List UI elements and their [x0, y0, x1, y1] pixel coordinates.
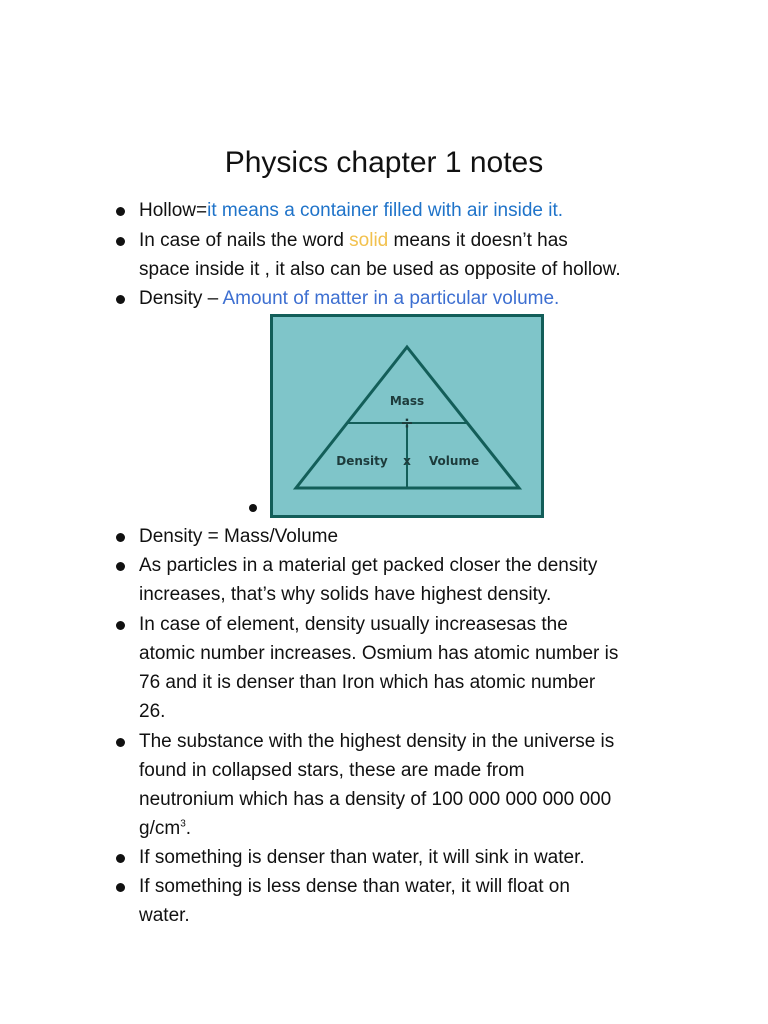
- hollow-note: [139, 196, 563, 225]
- nails-pre: In case of nails the word: [139, 230, 350, 251]
- mass-label: Mass: [389, 394, 425, 408]
- element-line-4: 26.: [139, 701, 166, 722]
- bullet-dot: [116, 883, 125, 892]
- bullet-dot: [116, 854, 125, 863]
- density-note: [139, 284, 559, 313]
- particles-line-1: As particles in a material get packed closer the density: [139, 555, 598, 576]
- hollow-label: Hollow=: [139, 200, 208, 221]
- bullet-dot: [116, 562, 125, 571]
- bullet-dot: [116, 621, 125, 630]
- stars-line-1: The substance with the highest density in the universe is: [139, 731, 615, 752]
- density-diagram-label: Density: [336, 454, 388, 468]
- solid-word: solid: [349, 230, 389, 251]
- element-line-3: 76 and it is denser than Iron which has atomic number: [139, 672, 596, 693]
- float-line-2: water.: [139, 905, 190, 926]
- stars-line-2: found in collapsed stars, these are made from: [139, 760, 525, 781]
- stars-line-3: neutronium which has a density of 100 000 000 000 000: [139, 789, 612, 810]
- times-symbol: x: [403, 454, 411, 468]
- bullet-dot: [116, 533, 125, 542]
- particles-line-2: increases, that’s why solids have highest density.: [139, 584, 552, 605]
- volume-label: Volume: [428, 454, 480, 468]
- element-line-2: atomic number increases. Osmium has atomic number is: [139, 643, 619, 664]
- page-title: Physics chapter 1 notes: [224, 146, 544, 179]
- stars-unit: g/cm: [139, 818, 181, 839]
- bullet-dot: [116, 237, 125, 246]
- density-definition: Amount of matter in a particular volume.: [222, 288, 560, 309]
- bullet-dot: [116, 207, 125, 216]
- nails-post: means it doesn’t has: [388, 230, 568, 251]
- density-label: Density –: [139, 288, 223, 309]
- hollow-definition: it means a container filled with air inside it.: [207, 200, 564, 221]
- nails-note-line-2: space inside it , it also can be used as opposite of hollow.: [139, 259, 621, 280]
- bullet-dot: [249, 504, 257, 512]
- density-formula: Density = Mass/Volume: [139, 526, 339, 547]
- stars-line-4: [139, 814, 191, 843]
- sink-note: If something is denser than water, it will sink in water.: [139, 847, 585, 868]
- bullet-dot: [116, 295, 125, 304]
- stars-unit-exponent: 3: [180, 818, 186, 830]
- stars-unit-end: .: [185, 818, 192, 839]
- divide-symbol: ÷: [400, 413, 414, 432]
- bullet-dot: [116, 738, 125, 747]
- density-triangle-diagram: [270, 314, 544, 518]
- nails-note-line-1: [139, 226, 568, 255]
- float-line-1: If something is less dense than water, it will float on: [139, 876, 570, 897]
- element-line-1: In case of element, density usually increasesas the: [139, 614, 568, 635]
